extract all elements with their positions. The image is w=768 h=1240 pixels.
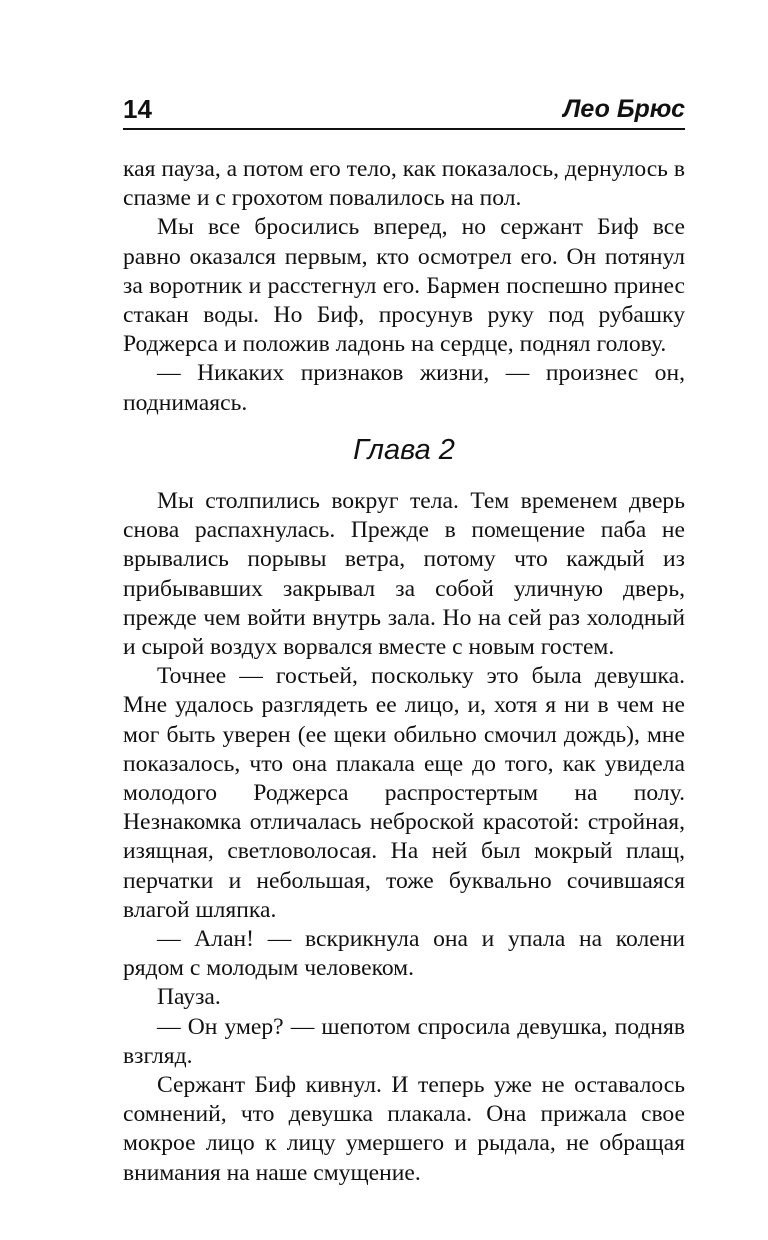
paragraph: Пауза.: [157, 984, 221, 1011]
paragraph-dialogue: — Никаких признаков жизни, — произнес он, поднимаясь.: [123, 360, 685, 416]
paragraph: Мы столпились вокруг тела. Тем временем дверь снова распахнулась. Прежде в помещение паба не врывались порывы ветра, потому что каждый из прибывавших закрывал за собой уличную дверь, прежде чем войти внутрь зала. Но на сей раз холодный и сырой воздух ворвался вместе с новым гостем.: [123, 488, 685, 661]
running-head-author: Лео Брюс: [563, 95, 685, 123]
text-block-chapter-2: [123, 487, 685, 1188]
paragraph: Мы все бросились вперед, но сержант Биф все равно оказался первым, кто осмотрел его. Он потянул за воротник и расстегнул его. Бармен поспешно принес стакан воды. Но Биф, просунув руку под рубашку Роджерса и положив ладонь на сердце, поднял голову.: [123, 214, 685, 358]
paragraph: Точнее — гостьей, поскольку это была девушка. Мне удалось разглядеть ее лицо, и, хотя я ни в чем не мог быть уверен (ее щеки обильно смочил дождь), мне показалось, что она плакала еще до того, как увидела молодого Роджерса распростертым на полу. Незнакомка отличалась неброской красотой: стройная, изящная, светловолосая. На ней был мокрый плащ, перчатки и небольшая, тоже буквально сочившаяся влагой шляпка.: [123, 663, 685, 923]
paragraph-dialogue: — Он умер? — шепотом спросила девушка, подняв взгляд.: [123, 1013, 685, 1069]
page-header: [123, 92, 685, 130]
paragraph: Сержант Биф кивнул. И теперь уже не оставалось сомнений, что девушка плакала. Она прижала свое мокрое лицо к лицу умершего и рыдала, не обращая внимания на наше смущение.: [123, 1072, 685, 1186]
text-block-before-chapter: [123, 155, 685, 418]
page-number: 14: [123, 94, 152, 124]
paragraph-dialogue: — Алан! — вскрикнула она и упала на колени рядом с молодым человеком.: [123, 926, 685, 982]
paragraph-continuation: кая пауза, а потом его тело, как показалось, дернулось в спазме и с грохотом повалилось на пол.: [123, 156, 685, 212]
chapter-title: Глава 2: [353, 434, 455, 466]
